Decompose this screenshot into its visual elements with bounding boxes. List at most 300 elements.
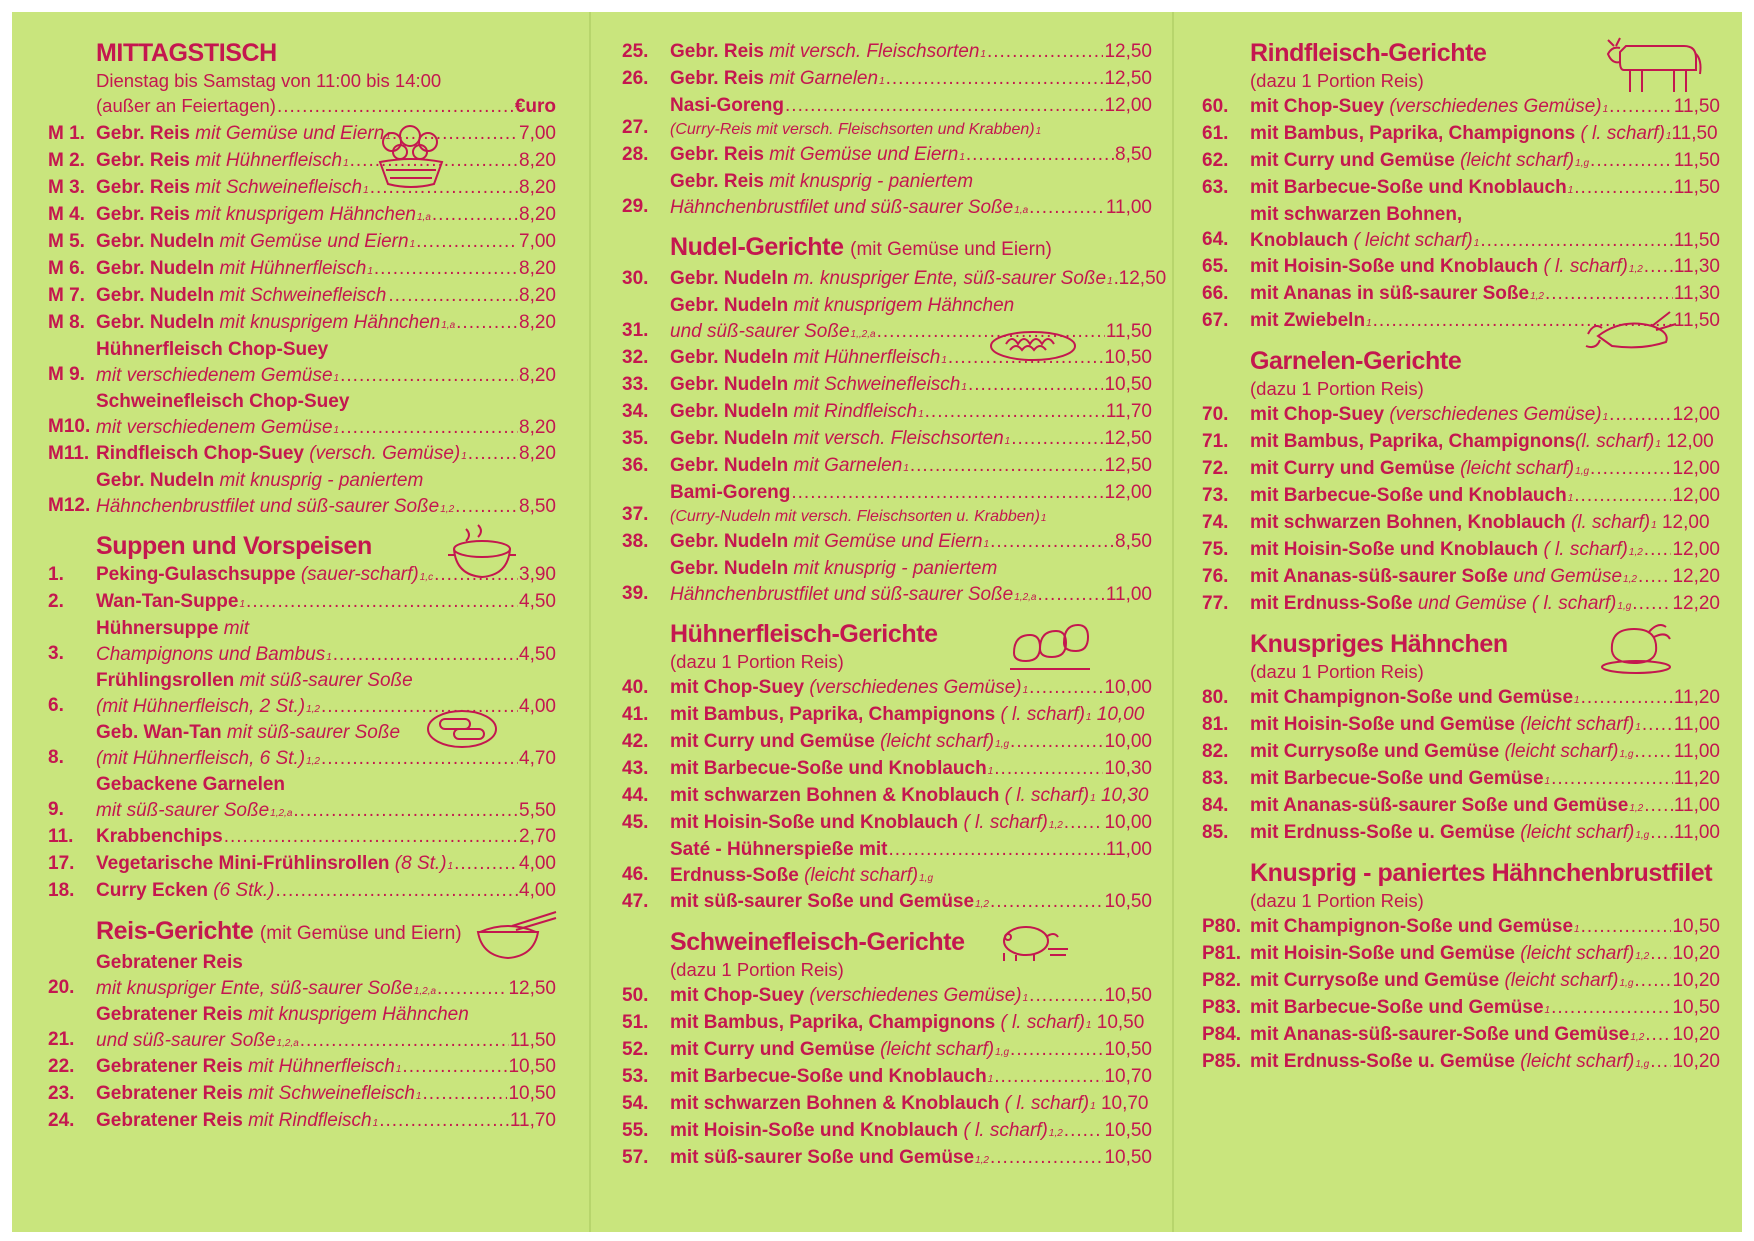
leader-dots bbox=[990, 888, 1103, 915]
menu-item: 32. Gebr. Nudeln mit Hühnerfleisch 1 ..... 10,50 bbox=[622, 344, 1152, 371]
dish-name: Gebr. Reis bbox=[670, 41, 764, 62]
menu-item: 39. Gebr. Nudeln mit knusprig - paniertem Hähnchenbrustfilet und süß-saurer Soße 1,2,a ..... 11,00 bbox=[622, 555, 1152, 607]
dish-description: mit Garnelen bbox=[793, 455, 903, 476]
dish-name: Hühnersuppe bbox=[96, 618, 219, 639]
price: 11,00 bbox=[1105, 584, 1152, 605]
dish-description: (verschiedenes Gemüse) bbox=[1389, 96, 1602, 117]
item-number: 32. bbox=[622, 347, 649, 368]
item-number: P84. bbox=[1202, 1024, 1242, 1045]
dish-name: Gebratener Reis bbox=[96, 1083, 243, 1104]
leader-dots bbox=[1634, 738, 1672, 765]
item-number: 2. bbox=[48, 591, 64, 612]
dish-name: mit Ananas-süß-saurer-Soße und Gemüse bbox=[1250, 1024, 1630, 1045]
item-number: 36. bbox=[622, 455, 649, 476]
menu-item: 46. Saté - Hühnerspieße mit ..... 11,00 Erdnuss-Soße (leicht scharf) 1,g bbox=[622, 836, 1152, 888]
menu-item: 47. mit süß-saurer Soße und Gemüse 1,2 ..... 10,50 bbox=[622, 888, 1152, 915]
dish-description: Champignons und Bambus bbox=[96, 644, 326, 665]
menu-item: 70. mit Chop-Suey (verschiedenes Gemüse) 1 ..... 12,00 bbox=[1202, 401, 1720, 428]
leader-dots bbox=[1029, 982, 1103, 1009]
dish-description: (leicht scharf) bbox=[1520, 1051, 1635, 1072]
dish-name: mit Curry und Gemüse bbox=[670, 731, 875, 752]
dish-name: Gebr. Nudeln bbox=[670, 295, 789, 316]
leader-dots bbox=[1632, 590, 1671, 617]
dish-name: mit Erdnuss-Soße bbox=[1250, 593, 1413, 614]
item-list bbox=[48, 120, 556, 336]
price: 10,20 bbox=[1672, 943, 1720, 964]
price: 11,50 bbox=[1673, 230, 1720, 251]
menu-item: P85. mit Erdnuss-Soße u. Gemüse (leicht scharf) 1,g ..... 10,20 bbox=[1202, 1048, 1720, 1075]
item-number: M12. bbox=[48, 495, 91, 516]
price: 12,20 bbox=[1672, 566, 1720, 587]
dish-description: ( l. scharf) bbox=[1000, 1012, 1085, 1033]
dish-name: mit Barbecue-Soße und Gemüse bbox=[1250, 997, 1544, 1018]
menu-column-1 bbox=[48, 38, 556, 1134]
item-number: M 6. bbox=[48, 258, 85, 279]
price: 11,00 bbox=[1105, 197, 1152, 218]
price: 4,00 bbox=[519, 696, 556, 717]
item-number: 76. bbox=[1202, 566, 1229, 587]
dish-name: mit Barbecue-Soße und Knoblauch bbox=[670, 1066, 987, 1087]
menu-item: M 6. Gebr. Nudeln mit Hühnerfleisch 1 ..... 8,20 bbox=[48, 255, 556, 282]
leader-dots bbox=[889, 836, 1105, 863]
dish-description: ( l. scharf) bbox=[1004, 1093, 1090, 1114]
menu-item: 27. Nasi-Goreng ..... 12,00 (Curry-Reis mit versch. Fleischsorten und Krabben) 1 bbox=[622, 92, 1152, 141]
dish-description: Hähnchenbrustfilet und süß-saurer Soße bbox=[670, 197, 1014, 218]
section-title: MITTAGSTISCH bbox=[96, 39, 277, 67]
dish-name: mit Hoisin-Soße und Gemüse bbox=[1250, 714, 1515, 735]
menu-item: P82. mit Currysoße und Gemüse (leicht scharf) 1,g ..... 10,20 bbox=[1202, 967, 1720, 994]
menu-item: 73. mit Barbecue-Soße und Knoblauch 1 ..... 12,00 bbox=[1202, 482, 1720, 509]
price: 12,00 bbox=[1672, 404, 1720, 425]
leader-dots bbox=[437, 976, 507, 1001]
price: 11,50 bbox=[1673, 310, 1720, 331]
dish-description: mit knusprigem Hähnchen bbox=[195, 204, 416, 225]
dish-description: mit süß-saurer Soße bbox=[239, 670, 413, 691]
section-subtitle: (dazu 1 Portion Reis) bbox=[670, 959, 844, 980]
price: 8,20 bbox=[519, 285, 556, 306]
dish-description: ( leicht scharf) bbox=[1353, 230, 1473, 251]
dish-name: Gebr. Nudeln bbox=[670, 374, 789, 395]
dish-name: mit Hoisin-Soße und Knoblauch bbox=[1250, 256, 1539, 277]
menu-item: M 2. Gebr. Reis mit Hühnerfleisch 1 ..... 8,20 bbox=[48, 147, 556, 174]
dish-description: mit Schweinefleisch bbox=[248, 1083, 415, 1104]
dish-name: mit Ananas-süß-saurer Soße und Gemüse bbox=[1250, 795, 1629, 816]
price: 3,90 bbox=[519, 564, 556, 585]
leader-dots bbox=[1010, 728, 1103, 755]
dish-name: Gebackene Garnelen bbox=[96, 774, 286, 795]
price: 12,50 bbox=[1104, 68, 1152, 89]
price: 11,70 bbox=[509, 1110, 556, 1131]
item-number: 37. bbox=[622, 504, 649, 525]
leader-dots bbox=[1642, 711, 1673, 738]
price: 12,50 bbox=[508, 978, 556, 999]
leader-dots bbox=[994, 755, 1103, 782]
price: 4,70 bbox=[519, 748, 556, 769]
dish-name: Gebr. Reis bbox=[96, 150, 190, 171]
section-garnelen bbox=[1202, 346, 1720, 617]
price: 10,00 bbox=[1104, 812, 1152, 833]
section-title: Knuspriges Hähnchen bbox=[1250, 630, 1508, 658]
menu-item: 44. mit schwarzen Bohnen & Knoblauch ( l. scharf) 1 10,30 bbox=[622, 782, 1152, 809]
dish-note: (Curry-Nudeln mit versch. Fleischsorten u. Krabben) bbox=[670, 508, 1040, 525]
menu-item: 75. mit Hoisin-Soße und Knoblauch ( l. scharf) 1,2 ..... 12,00 bbox=[1202, 536, 1720, 563]
dish-description: mit versch. Fleischsorten bbox=[793, 428, 1004, 449]
dish-description: mit Schweinefleisch bbox=[195, 177, 363, 198]
menu-item: 67. mit Zwiebeln 1 ..... 11,50 bbox=[1202, 307, 1720, 334]
price: 12,50 bbox=[1104, 428, 1152, 449]
dish-description: mit knusprig - paniertem bbox=[793, 558, 998, 579]
dish-description: (verschiedenes Gemüse) bbox=[809, 985, 1022, 1006]
item-number: 44. bbox=[622, 785, 649, 806]
menu-column-2 bbox=[622, 38, 1167, 1171]
leader-dots bbox=[340, 415, 518, 440]
dish-name: Gebr. Nudeln bbox=[96, 312, 215, 333]
dish-description: mit süß-saurer Soße bbox=[226, 722, 401, 743]
leader-dots bbox=[1574, 482, 1671, 509]
price: 4,50 bbox=[519, 644, 556, 665]
dish-name: mit Bambus, Paprika, Champignons bbox=[670, 704, 996, 725]
fold-line bbox=[589, 12, 591, 1232]
item-number: 38. bbox=[622, 531, 649, 552]
dish-description: und Gemüse ( l. scharf) bbox=[1417, 593, 1617, 614]
leader-dots bbox=[333, 642, 518, 667]
menu-item: 31. Gebr. Nudeln mit knusprigem Hähnchen und süß-saurer Soße 1,,2,a ..... 11,50 bbox=[622, 292, 1152, 344]
leader-dots bbox=[791, 479, 1103, 506]
dish-description: (leicht scharf) bbox=[880, 1039, 995, 1060]
dish-description: mit Gemüse und Eiern bbox=[793, 531, 983, 552]
menu-item: 28. Gebr. Reis mit Gemüse und Eiern 1 ..... 8,50 bbox=[622, 141, 1152, 168]
price: 12,20 bbox=[1672, 593, 1720, 614]
item-number: 1. bbox=[48, 564, 64, 585]
dish-description: (leicht scharf) bbox=[804, 865, 919, 886]
item-number: 63. bbox=[1202, 177, 1229, 198]
leader-dots bbox=[1581, 913, 1672, 940]
item-number: 73. bbox=[1202, 485, 1229, 506]
price: 11,30 bbox=[1673, 256, 1720, 277]
price: 10,00 bbox=[1104, 677, 1152, 698]
dish-description: mit verschiedenem Gemüse bbox=[96, 417, 333, 438]
menu-item bbox=[48, 877, 556, 904]
dish-description: (leicht scharf) bbox=[1460, 458, 1575, 479]
menu-item: 34. Gebr. Nudeln mit Rindfleisch 1 ..... 11,70 bbox=[622, 398, 1152, 425]
item-number: 52. bbox=[622, 1039, 649, 1060]
item-number: 81. bbox=[1202, 714, 1229, 735]
leader-dots bbox=[456, 309, 518, 336]
rice-bowl-icon bbox=[472, 910, 558, 964]
dish-description: mit knusprigem Hähnchen bbox=[219, 312, 441, 333]
leader-dots bbox=[388, 282, 518, 309]
dish-name: mit Champignon-Soße und Gemüse bbox=[1250, 687, 1574, 708]
dish-description: und Gemüse bbox=[1513, 566, 1623, 587]
price: 10,50 bbox=[1672, 916, 1720, 937]
section-title: Knusprig - paniertes Hähnchenbrustfilet bbox=[1250, 859, 1713, 887]
price: 12,50 bbox=[1104, 41, 1152, 62]
dish-description: (6 Stk.) bbox=[213, 880, 275, 901]
menu-item: 53. mit Barbecue-Soße und Knoblauch 1 ..... 10,70 bbox=[622, 1063, 1152, 1090]
item-number: 57. bbox=[622, 1147, 649, 1168]
dish-description: (verschiedenes Gemüse) bbox=[1389, 404, 1602, 425]
dish-name: mit Hoisin-Soße und Knoblauch bbox=[670, 812, 959, 833]
dish-name: Gebr. Nudeln bbox=[670, 558, 789, 579]
dish-name: mit Bambus, Paprika, Champignons bbox=[1250, 431, 1576, 452]
menu-item: 54. mit schwarzen Bohnen & Knoblauch ( l. scharf) 1 10,70 bbox=[622, 1090, 1152, 1117]
menu-item: 83. mit Barbecue-Soße und Gemüse 1 ..... 11,20 bbox=[1202, 765, 1720, 792]
price: 11,70 bbox=[1105, 401, 1152, 422]
dish-name: Gebr. Nudeln bbox=[670, 268, 789, 289]
item-number: M 9. bbox=[48, 364, 85, 385]
dish-name: Gebr. Nudeln bbox=[96, 258, 215, 279]
dish-name: Schweinefleisch Chop-Suey bbox=[96, 391, 350, 412]
menu-item: 33. Gebr. Nudeln mit Schweinefleisch 1 ..... 10,50 bbox=[622, 371, 1152, 398]
menu-item: 52. mit Curry und Gemüse (leicht scharf) 1,g ..... 10,50 bbox=[622, 1036, 1152, 1063]
dish-description: (leicht scharf) bbox=[1460, 150, 1575, 171]
leader-dots bbox=[966, 141, 1114, 168]
dish-name: mit süß-saurer Soße und Gemüse bbox=[670, 1147, 975, 1168]
price: 10,50 bbox=[1104, 985, 1152, 1006]
dish-description: (mit Hühnerfleisch, 2 St.) bbox=[96, 696, 306, 717]
menu-item: 20. Gebratener Reis mit knuspriger Ente, süß-saurer Soße 1,2,a ..... 12,50 bbox=[48, 949, 556, 1001]
leader-dots bbox=[1644, 792, 1673, 819]
item-number: 42. bbox=[622, 731, 649, 752]
dish-description: mit verschiedenem Gemüse bbox=[96, 365, 333, 386]
leader-dots bbox=[1545, 280, 1673, 307]
item-number: 66. bbox=[1202, 283, 1229, 304]
price: 10,20 bbox=[1672, 1051, 1720, 1072]
dish-name: mit Bambus, Paprika, Champignons bbox=[670, 1012, 996, 1033]
item-number: 3. bbox=[48, 643, 64, 664]
section-subtitle: (dazu 1 Portion Reis) bbox=[1250, 70, 1424, 91]
menu-item: 9. Gebackene Garnelen mit süß-saurer Soße 1,2,a ..... 5,50 bbox=[48, 771, 556, 823]
menu-item: 37. Bami-Goreng ..... 12,00 (Curry-Nudeln mit versch. Fleischsorten u. Krabben) 1 bbox=[622, 479, 1152, 528]
dish-name: Gebratener Reis bbox=[96, 1056, 243, 1077]
menu-item bbox=[48, 282, 556, 309]
price: 10,00 bbox=[1104, 731, 1152, 752]
leader-dots bbox=[224, 823, 518, 850]
price: 10,20 bbox=[1672, 1024, 1720, 1045]
item-number: 39. bbox=[622, 583, 649, 604]
dish-name: Gebr. Nudeln bbox=[670, 401, 789, 422]
menu-item: 76. mit Ananas-süß-saurer Soße und Gemüse 1,2 ..... 12,20 bbox=[1202, 563, 1720, 590]
menu-item: M10. Schweinefleisch Chop-Suey mit verschiedenem Gemüse 1 ..... 8,20 bbox=[48, 388, 556, 440]
leader-dots bbox=[1609, 93, 1673, 120]
dish-name: mit Chop-Suey bbox=[1250, 404, 1385, 425]
menu-item: 74. mit schwarzen Bohnen, Knoblauch (l. scharf) 1 12,00 bbox=[1202, 509, 1720, 536]
price: 10,30 bbox=[1104, 758, 1152, 779]
price: 10,50 bbox=[1104, 1039, 1152, 1060]
item-number: 55. bbox=[622, 1120, 649, 1141]
item-number: 80. bbox=[1202, 687, 1229, 708]
price: 12,00 bbox=[1672, 539, 1720, 560]
menu-item: 66. mit Ananas in süß-saurer Soße 1,2 ..... 11,30 bbox=[1202, 280, 1720, 307]
menu-item: 40. mit Chop-Suey (verschiedenes Gemüse) 1 ..... 10,00 bbox=[622, 674, 1152, 701]
dish-description: mit Hühnerfleisch bbox=[195, 150, 343, 171]
section-paniert bbox=[1202, 858, 1720, 1075]
menu-item: 22. Gebratener Reis mit Hühnerfleisch 1 ..... 10,50 bbox=[48, 1053, 556, 1080]
item-number: P81. bbox=[1202, 943, 1242, 964]
item-number: 26. bbox=[622, 68, 649, 89]
price: 10,50 bbox=[508, 1056, 556, 1077]
item-number: P85. bbox=[1202, 1051, 1242, 1072]
leader-dots bbox=[886, 65, 1104, 92]
section-title: Reis-Gerichte (mit Gemüse und Eiern) bbox=[96, 917, 462, 945]
item-number: 70. bbox=[1202, 404, 1229, 425]
item-number: M 7. bbox=[48, 285, 85, 306]
dish-name: mit Zwiebeln bbox=[1250, 310, 1366, 331]
menu-item: 21. Gebratener Reis mit knusprigem Hähnchen und süß-saurer Soße 1,2,a ..... 11,50 bbox=[48, 1001, 556, 1053]
price: 8,20 bbox=[519, 204, 556, 225]
dish-description: (versch. Gemüse) bbox=[309, 443, 461, 464]
price: 12,50 bbox=[1104, 455, 1152, 476]
dish-description: mit knusprig - paniertem bbox=[219, 470, 424, 491]
item-number: 29. bbox=[622, 196, 649, 217]
item-number: 25. bbox=[622, 41, 649, 62]
leader-dots bbox=[1551, 994, 1671, 1021]
leader-dots bbox=[1064, 809, 1104, 836]
item-number: 62. bbox=[1202, 150, 1229, 171]
leader-dots bbox=[379, 1107, 509, 1134]
dish-name: mit Ananas in süß-saurer Soße bbox=[1250, 283, 1530, 304]
price: 10,50 bbox=[1104, 891, 1152, 912]
leader-dots bbox=[454, 850, 518, 877]
dish-description: ( l. scharf) bbox=[1543, 256, 1628, 277]
price: 4,00 bbox=[519, 853, 556, 874]
section-nudel bbox=[622, 232, 1167, 607]
menu-item: 72. mit Curry und Gemüse (leicht scharf) 1,g ..... 12,00 bbox=[1202, 455, 1720, 482]
price: 11,20 bbox=[1673, 768, 1720, 789]
price: 8,20 bbox=[519, 312, 556, 333]
section-suppen bbox=[48, 531, 556, 904]
item-number: 43. bbox=[622, 758, 649, 779]
section-rind bbox=[1202, 38, 1720, 334]
leader-dots bbox=[1010, 1036, 1103, 1063]
dish-description: (l. scharf) bbox=[1575, 431, 1655, 452]
price: 11,50 bbox=[509, 1030, 556, 1051]
item-number: 6. bbox=[48, 695, 64, 716]
menu-item: 84. mit Ananas-süß-saurer Soße und Gemüse 1,2 ..... 11,00 bbox=[1202, 792, 1720, 819]
leader-dots bbox=[1029, 674, 1103, 701]
section-title: Schweinefleisch-Gerichte bbox=[670, 928, 965, 956]
price: 11,00 bbox=[1105, 839, 1152, 860]
item-number: P83. bbox=[1202, 997, 1242, 1018]
price: 11,00 bbox=[1673, 795, 1720, 816]
price: 10,50 bbox=[1104, 1120, 1152, 1141]
price: 11,00 bbox=[1673, 822, 1720, 843]
leader-dots bbox=[910, 452, 1104, 479]
price: 11,30 bbox=[1673, 283, 1720, 304]
menu-item: 63. mit Barbecue-Soße und Knoblauch 1 ..... 11,50 bbox=[1202, 174, 1720, 201]
item-number: 24. bbox=[48, 1110, 75, 1131]
dish-name: mit Erdnuss-Soße u. Gemüse bbox=[1250, 1051, 1515, 1072]
item-number: 17. bbox=[48, 853, 75, 874]
leader-dots bbox=[275, 877, 518, 904]
leader-dots bbox=[1551, 765, 1673, 792]
section-title: Garnelen-Gerichte bbox=[1250, 347, 1462, 375]
section-title: Rindfleisch-Gerichte bbox=[1250, 39, 1487, 67]
menu-item: 61. mit Bambus, Paprika, Champignons ( l. scharf) 1 11,50 bbox=[1202, 120, 1720, 147]
dish-name: Gebratener Reis bbox=[96, 1110, 243, 1131]
item-number: 31. bbox=[622, 320, 649, 341]
item-number: P80. bbox=[1202, 916, 1242, 937]
dish-description: (leicht scharf) bbox=[880, 731, 995, 752]
menu-item: 64. mit schwarzen Bohnen, Knoblauch ( leicht scharf) 1 ..... 11,50 bbox=[1202, 201, 1720, 253]
leader-dots bbox=[1029, 195, 1105, 220]
menu-item: 3. Hühnersuppe mit Champignons und Bambus 1 ..... 4,50 bbox=[48, 615, 556, 667]
item-number: 83. bbox=[1202, 768, 1229, 789]
dish-description: (sauer-scharf) bbox=[300, 564, 419, 585]
leader-dots bbox=[1609, 401, 1671, 428]
leader-dots bbox=[374, 255, 518, 282]
dish-description: mit Rindfleisch bbox=[248, 1110, 372, 1131]
leader-dots bbox=[432, 201, 518, 228]
dish-name: Peking-Gulaschsuppe bbox=[96, 564, 296, 585]
leader-dots bbox=[1064, 1117, 1104, 1144]
dish-name: Gebratener Reis bbox=[96, 952, 243, 973]
menu-item: 36. Gebr. Nudeln mit Garnelen 1 ..... 12,50 bbox=[622, 452, 1152, 479]
dish-description: ( l. scharf) bbox=[963, 812, 1048, 833]
menu-item: 50. mit Chop-Suey (verschiedenes Gemüse) 1 ..... 10,50 bbox=[622, 982, 1152, 1009]
dish-name: Saté - Hühnerspieße mit bbox=[670, 839, 888, 860]
item-number: M11. bbox=[48, 443, 90, 464]
dish-name: Geb. Wan-Tan bbox=[96, 722, 222, 743]
leader-dots bbox=[246, 588, 518, 615]
item-number: M 1. bbox=[48, 123, 85, 144]
item-number: M 8. bbox=[48, 312, 85, 333]
section-subtitle: (außer an Feiertagen) bbox=[96, 95, 276, 116]
dish-name: mit Barbecue-Soße und Gemüse bbox=[1250, 768, 1544, 789]
price: 7,00 bbox=[519, 231, 556, 252]
dish-name: Knoblauch bbox=[1250, 230, 1349, 251]
dish-name: mit süß-saurer Soße und Gemüse bbox=[670, 891, 975, 912]
roast-chicken-icon bbox=[1598, 615, 1676, 675]
leader-dots bbox=[1581, 684, 1673, 711]
item-number: 30. bbox=[622, 268, 649, 289]
price: 10,50 bbox=[1104, 1147, 1152, 1168]
menu-sheet bbox=[12, 12, 1742, 1232]
noodle-plate-icon bbox=[988, 320, 1078, 364]
menu-item: P81. mit Hoisin-Soße und Gemüse (leicht scharf) 1,2 ..... 10,20 bbox=[1202, 940, 1720, 967]
item-number: 11. bbox=[48, 826, 74, 847]
item-number: 27. bbox=[622, 117, 649, 138]
leader-dots bbox=[1638, 563, 1672, 590]
dish-name: Gebr. Nudeln bbox=[96, 285, 215, 306]
dish-description: mit süß-saurer Soße bbox=[96, 800, 270, 821]
price: 4,50 bbox=[519, 591, 556, 612]
menu-item: P83. mit Barbecue-Soße und Gemüse 1 ..... 10,50 bbox=[1202, 994, 1720, 1021]
section-subtitle: (dazu 1 Portion Reis) bbox=[670, 651, 844, 672]
dish-name: Gebr. Nudeln bbox=[96, 231, 215, 252]
item-number: M 2. bbox=[48, 150, 85, 171]
dish-description: (leicht scharf) bbox=[1520, 714, 1635, 735]
price: 12,00 bbox=[1661, 512, 1710, 533]
dish-description: (l. scharf) bbox=[1570, 512, 1651, 533]
menu-item: 35. Gebr. Nudeln mit versch. Fleischsorten 1 ..... 12,50 bbox=[622, 425, 1152, 452]
price: 10,50 bbox=[1104, 374, 1152, 395]
item-number: 51. bbox=[622, 1012, 649, 1033]
dish-name: mit Curry und Gemüse bbox=[1250, 458, 1455, 479]
price: 10,50 bbox=[1104, 347, 1152, 368]
item-number: 9. bbox=[48, 799, 64, 820]
menu-column-3 bbox=[1202, 38, 1720, 1075]
menu-item: M 1. Gebr. Reis mit Gemüse und Eiern 1 ..... 7,00 bbox=[48, 120, 556, 147]
price: 11,50 bbox=[1673, 150, 1720, 171]
dish-description: mit Gemüse und Eiern bbox=[219, 231, 409, 252]
dish-description: (leicht scharf) bbox=[1520, 943, 1635, 964]
dish-description: (leicht scharf) bbox=[1504, 741, 1619, 762]
dish-description: mit Hühnerfleisch bbox=[793, 347, 941, 368]
menu-item: M 4. Gebr. Reis mit knusprigem Hähnchen 1,a ..... 8,20 bbox=[48, 201, 556, 228]
dish-name: Bami-Goreng bbox=[670, 482, 791, 503]
dish-description: m. knuspriger Ente, süß-saurer Soße bbox=[793, 268, 1107, 289]
